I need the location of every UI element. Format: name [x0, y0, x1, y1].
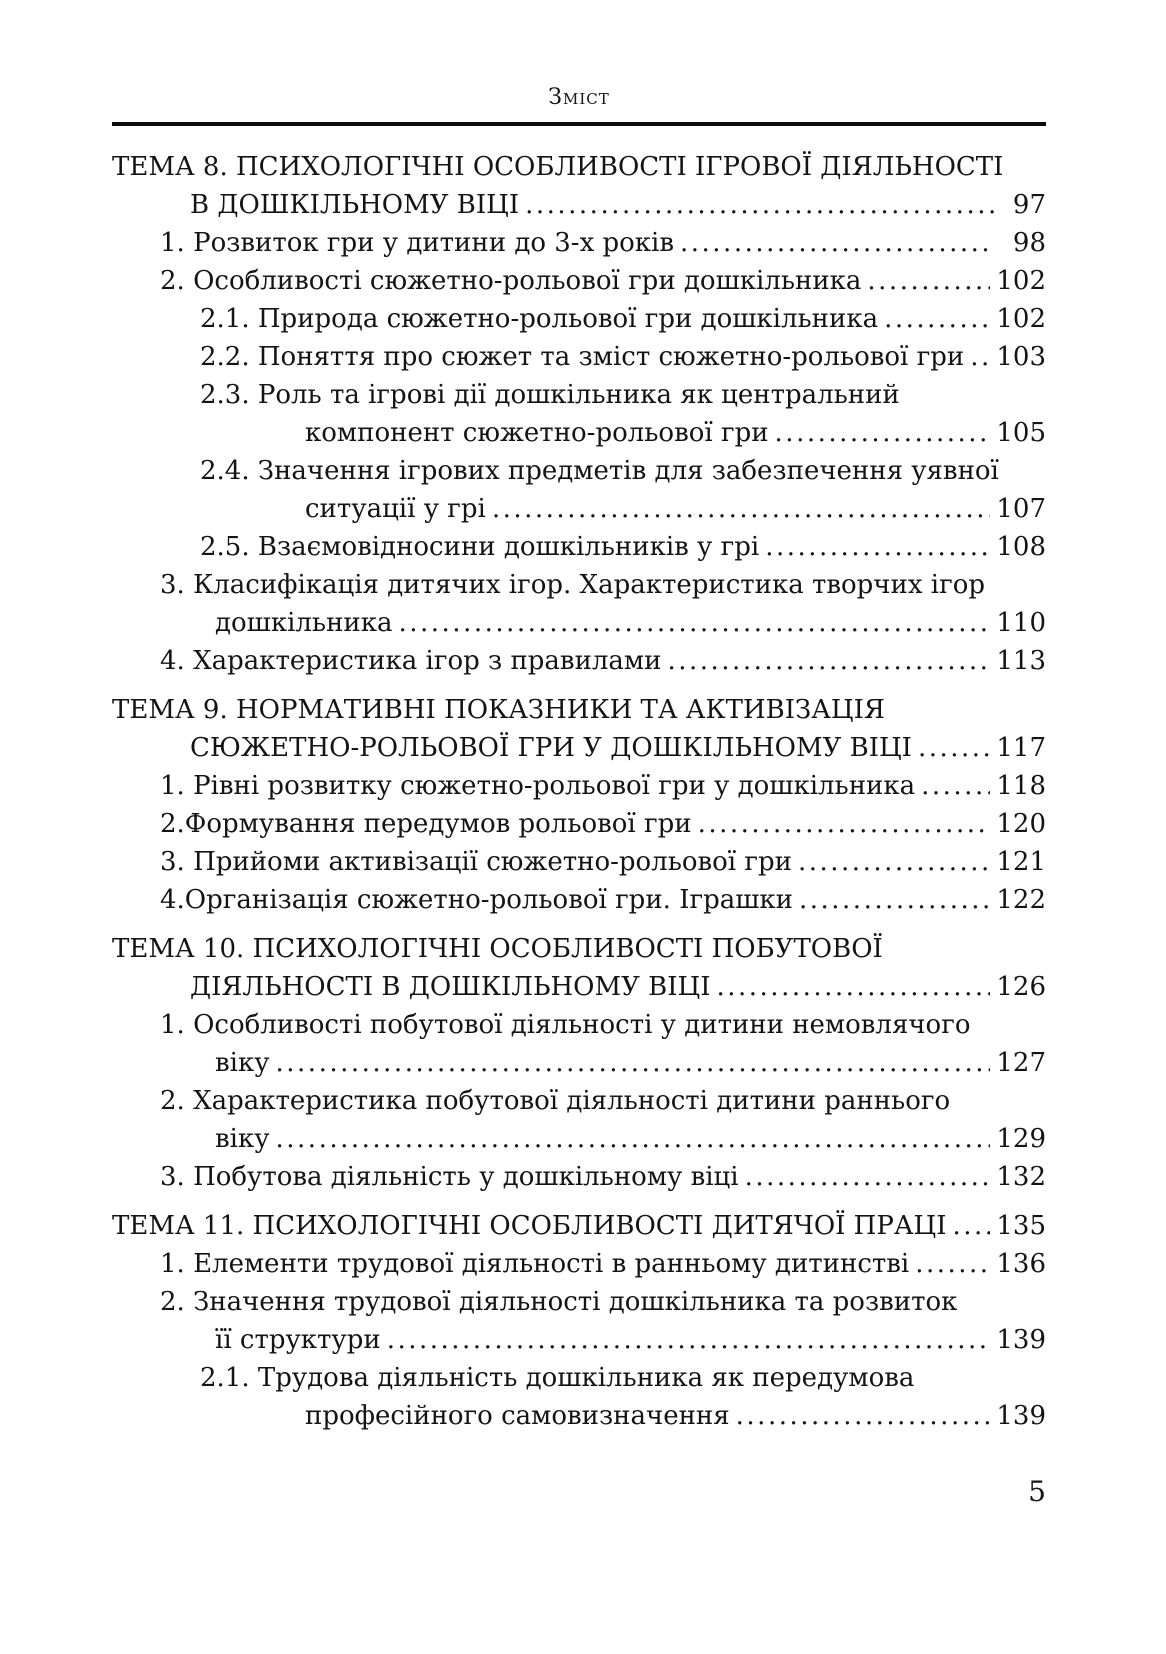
- toc-page-number: 107: [996, 494, 1046, 524]
- toc-entry-line: [112, 604, 1046, 642]
- toc-entry-text: ситуації у грі: [305, 494, 486, 524]
- table-of-contents: [112, 148, 1046, 1435]
- toc-entry-line: [112, 1082, 1046, 1120]
- toc-entry-text: В ДОШКІЛЬНОМУ ВІЦІ: [190, 190, 520, 220]
- toc-entry-text: 2.2. Поняття про сюжет та зміст сюжетно-рольової гри: [200, 342, 965, 372]
- toc-page-number: 127: [996, 1048, 1046, 1078]
- toc-entry-text: професійного самовизначення: [305, 1401, 730, 1431]
- dot-leader: [970, 338, 990, 376]
- toc-entry-text: 4. Характеристика ігор з правилами: [160, 646, 662, 676]
- toc-entry-text: ТЕМА 8. ПСИХОЛОГІЧНІ ОСОБЛИВОСТІ ІГРОВОЇ ДІЯЛЬНОСТІ: [112, 152, 1004, 182]
- toc-entry-line: [112, 262, 1046, 300]
- toc-entry-text: 2.5. Взаємовідносини дошкільників у грі: [200, 532, 760, 562]
- toc-page-number: 136: [996, 1249, 1046, 1279]
- dot-leader: [867, 262, 990, 300]
- toc-section-heading-line: [112, 691, 1046, 729]
- toc-entry-line: [112, 528, 1046, 566]
- page-title: Зміст: [548, 85, 610, 110]
- dot-leader: [884, 300, 990, 338]
- toc-entry-line: [112, 224, 1046, 262]
- dot-leader: [918, 729, 990, 767]
- toc-entry-line: [112, 566, 1046, 604]
- toc-page-number: 110: [996, 608, 1046, 638]
- toc-section-heading-line: [112, 1207, 1046, 1245]
- dot-leader: [915, 1245, 990, 1283]
- toc-entry-text: 2.Формування передумов рольової гри: [160, 809, 692, 839]
- dot-leader: [276, 1120, 991, 1158]
- toc-page-number: 126: [996, 972, 1046, 1002]
- toc-entry-line: [112, 490, 1046, 528]
- toc-page-number: 129: [996, 1124, 1046, 1154]
- toc-entry-line: [112, 1245, 1046, 1283]
- toc-entry-text: СЮЖЕТНО-РОЛЬОВОЇ ГРИ У ДОШКІЛЬНОМУ ВІЦІ: [190, 733, 912, 763]
- toc-entry-text: 2. Значення трудової діяльності дошкільника та розвиток: [160, 1287, 958, 1317]
- folio-page-number: 5: [1028, 1475, 1046, 1508]
- toc-entry-text: 3. Класифікація дитячих ігор. Характеристика творчих ігор: [160, 570, 985, 600]
- toc-entry-line: [112, 805, 1046, 843]
- toc-page-number: 132: [996, 1162, 1046, 1192]
- header-rule: [112, 122, 1046, 126]
- toc-entry-text: 1. Елементи трудової діяльності в ранньому дитинстві: [160, 1249, 910, 1279]
- toc-section-heading-line: [112, 148, 1046, 186]
- dot-leader: [716, 968, 990, 1006]
- toc-page-number: 118: [996, 771, 1046, 801]
- dot-leader: [398, 604, 990, 642]
- toc-page-number: 120: [996, 809, 1046, 839]
- toc-section-heading-line: [112, 729, 1046, 767]
- toc-entry-line: [112, 767, 1046, 805]
- toc-entry-line: [112, 881, 1046, 919]
- toc-entry-line: [112, 1321, 1046, 1359]
- toc-page-number: 113: [996, 646, 1046, 676]
- toc-entry-text: ТЕМА 10. ПСИХОЛОГІЧНІ ОСОБЛИВОСТІ ПОБУТОВОЇ: [112, 934, 883, 964]
- toc-entry-line: [112, 642, 1046, 680]
- toc-entry-text: її структури: [215, 1325, 381, 1355]
- toc-page-number: 98: [1012, 228, 1046, 258]
- toc-entry-line: [112, 338, 1046, 376]
- toc-page-number: 117: [996, 733, 1046, 763]
- toc-section-heading-line: [112, 930, 1046, 968]
- toc-entry-text: 2. Особливості сюжетно-рольової гри дошкільника: [160, 266, 862, 296]
- dot-leader: [736, 1397, 991, 1435]
- dot-leader: [680, 224, 994, 262]
- toc-page-number: 108: [996, 532, 1046, 562]
- toc-entry-line: [112, 1158, 1046, 1196]
- toc-entry-line: [112, 1120, 1046, 1158]
- toc-entry-text: віку: [215, 1048, 270, 1078]
- toc-entry-line: [112, 414, 1046, 452]
- toc-entry-text: 2. Характеристика побутової діяльності дитини раннього: [160, 1086, 951, 1116]
- dot-leader: [952, 1207, 990, 1245]
- toc-entry-line: [112, 1283, 1046, 1321]
- dot-leader: [798, 843, 990, 881]
- toc-entry-line: [112, 452, 1046, 490]
- dot-leader: [387, 1321, 991, 1359]
- toc-entry-line: [112, 1006, 1046, 1044]
- toc-entry-line: [112, 1044, 1046, 1082]
- toc-entry-line: [112, 1397, 1046, 1435]
- toc-entry-text: ДІЯЛЬНОСТІ В ДОШКІЛЬНОМУ ВІЦІ: [190, 972, 711, 1002]
- toc-page-number: 135: [996, 1211, 1046, 1241]
- toc-entry-text: 3. Побутова діяльність у дошкільному віці: [160, 1162, 739, 1192]
- dot-leader: [921, 767, 990, 805]
- toc-page-number: 97: [1012, 190, 1046, 220]
- toc-entry-text: 1. Рівні розвитку сюжетно-рольової гри у дошкільника: [160, 771, 916, 801]
- toc-entry-text: 2.3. Роль та ігрові дії дошкільника як центральний: [200, 380, 900, 410]
- toc-page-number: 102: [996, 304, 1046, 334]
- toc-entry-text: ТЕМА 9. НОРМАТИВНІ ПОКАЗНИКИ ТА АКТИВІЗАЦІЯ: [112, 695, 885, 725]
- toc-entry-line: [112, 843, 1046, 881]
- toc-page-number: 122: [996, 885, 1046, 915]
- dot-leader: [667, 642, 990, 680]
- dot-leader: [698, 805, 991, 843]
- dot-leader: [745, 1158, 991, 1196]
- toc-page-number: 139: [996, 1401, 1046, 1431]
- dot-leader: [276, 1044, 991, 1082]
- dot-leader: [492, 490, 991, 528]
- toc-entry-text: дошкільника: [215, 608, 393, 638]
- toc-entry-line: [112, 1359, 1046, 1397]
- toc-entry-text: 1. Особливості побутової діяльності у дитини немовлячого: [160, 1010, 971, 1040]
- toc-page-number: 102: [996, 266, 1046, 296]
- toc-page-number: 139: [996, 1325, 1046, 1355]
- toc-entry-line: [112, 300, 1046, 338]
- toc-entry-text: ТЕМА 11. ПСИХОЛОГІЧНІ ОСОБЛИВОСТІ ДИТЯЧОЇ ПРАЦІ: [112, 1211, 947, 1241]
- toc-page-number: 121: [996, 847, 1046, 877]
- toc-entry-text: компонент сюжетно-рольової гри: [305, 418, 769, 448]
- dot-leader: [799, 881, 990, 919]
- dot-leader: [765, 528, 990, 566]
- toc-entry-text: 3. Прийоми активізації сюжетно-рольової гри: [160, 847, 792, 877]
- toc-entry-text: 2.1. Природа сюжетно-рольової гри дошкільника: [200, 304, 879, 334]
- toc-entry-text: 2.1. Трудова діяльність дошкільника як передумова: [200, 1363, 915, 1393]
- toc-section-heading-line: [112, 968, 1046, 1006]
- toc-page-number: 105: [996, 418, 1046, 448]
- toc-entry-text: 2.4. Значення ігрових предметів для забезпечення уявної: [200, 456, 999, 486]
- toc-entry-text: віку: [215, 1124, 270, 1154]
- toc-section-heading-line: [112, 186, 1046, 224]
- dot-leader: [775, 414, 991, 452]
- toc-entry-text: 1. Розвиток гри у дитини до 3-х років: [160, 228, 674, 258]
- toc-entry-line: [112, 376, 1046, 414]
- dot-leader: [525, 186, 994, 224]
- toc-page-number: 103: [996, 342, 1046, 372]
- toc-entry-text: 4.Організація сюжетно-рольової гри. Іграшки: [160, 885, 793, 915]
